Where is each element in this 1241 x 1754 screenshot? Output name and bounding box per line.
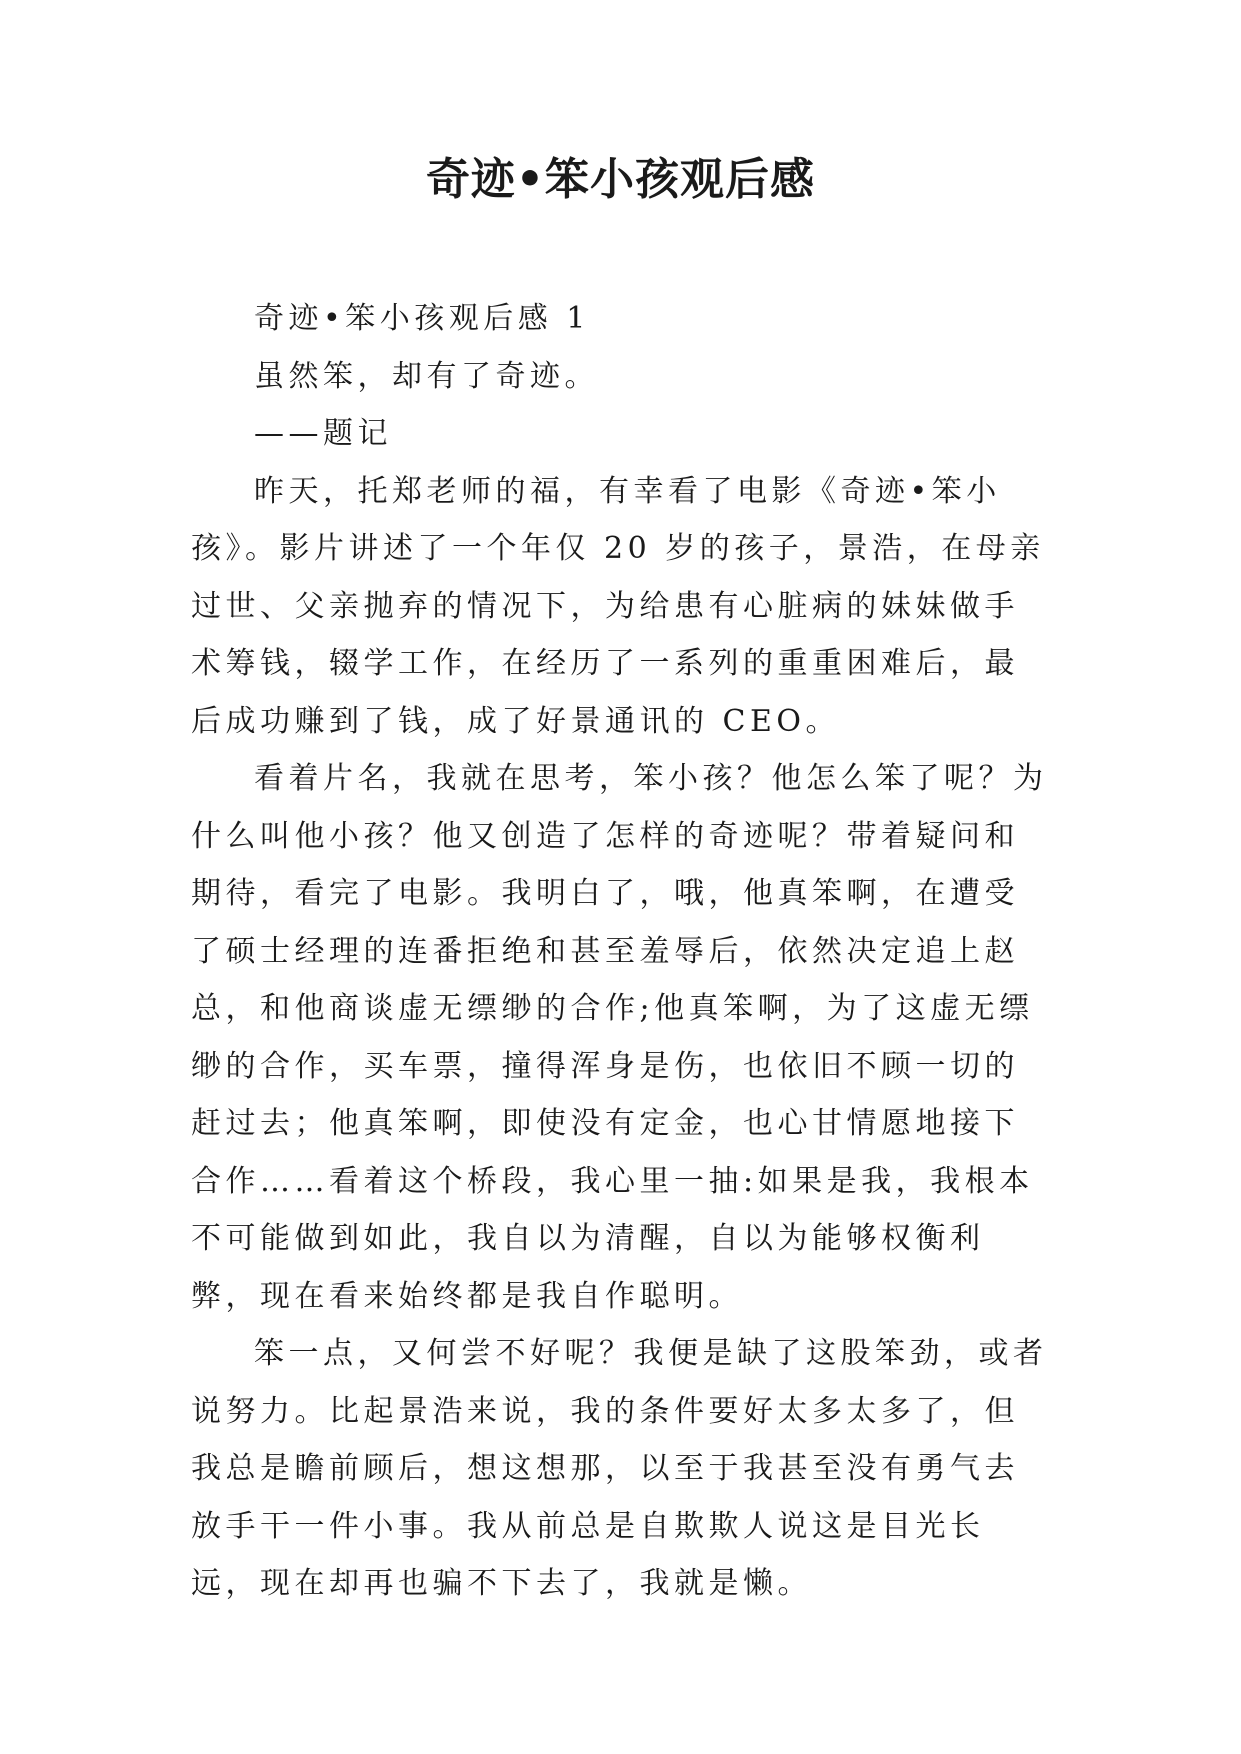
body-paragraph: 昨天，托郑老师的福，有幸看了电影《奇迹•笨小孩》。影片讲述了一个年仅 20 岁的孩子，景浩，在母亲过世、父亲抛弃的情况下，为给患有心脏病的妹妹做手术筹钱，辍学工作，在经历了一系列的重重困难后，最后成功赚到了钱，成了好景通讯的 CEO。: [191, 473, 1045, 739]
document-title: 奇迹•笨小孩观后感: [425, 154, 816, 205]
document-body: [191, 290, 1053, 1613]
body-paragraph: 看着片名，我就在思考，笨小孩？他怎么笨了呢？为什么叫他小孩？他又创造了怎样的奇迹呢？带着疑问和期待，看完了电影。我明白了，哦，他真笨啊，在遭受了硕士经理的连番拒绝和甚至羞辱后，依然决定追上赵总，和他商谈虚无缥缈的合作;他真笨啊，为了这虚无缥缈的合作，买车票，撞得浑身是伤，也依旧不顾一切的赶过去；他真笨啊，即使没有定金，也心甘情愿地接下合作……看着这个桥段，我心里一抽:如果是我，我根本不可能做到如此，我自以为清醒，自以为能够权衡利弊，现在看来始终都是我自作聪明。: [191, 761, 1048, 1314]
epigraph-paragraph: 虽然笨，却有了奇迹。: [254, 358, 599, 394]
epigraph-attribution: ——题记: [254, 416, 392, 451]
subtitle-paragraph: 奇迹•笨小孩观后感 1: [254, 301, 590, 336]
body-paragraph: 笨一点，又何尝不好呢？我便是缺了这股笨劲，或者说努力。比起景浩来说，我的条件要好太多太多了，但我总是瞻前顾后，想这想那，以至于我甚至没有勇气去放手干一件小事。我从前总是自欺欺人说这是目光长远，现在却再也骗不下去了，我就是懒。: [191, 1336, 1048, 1601]
